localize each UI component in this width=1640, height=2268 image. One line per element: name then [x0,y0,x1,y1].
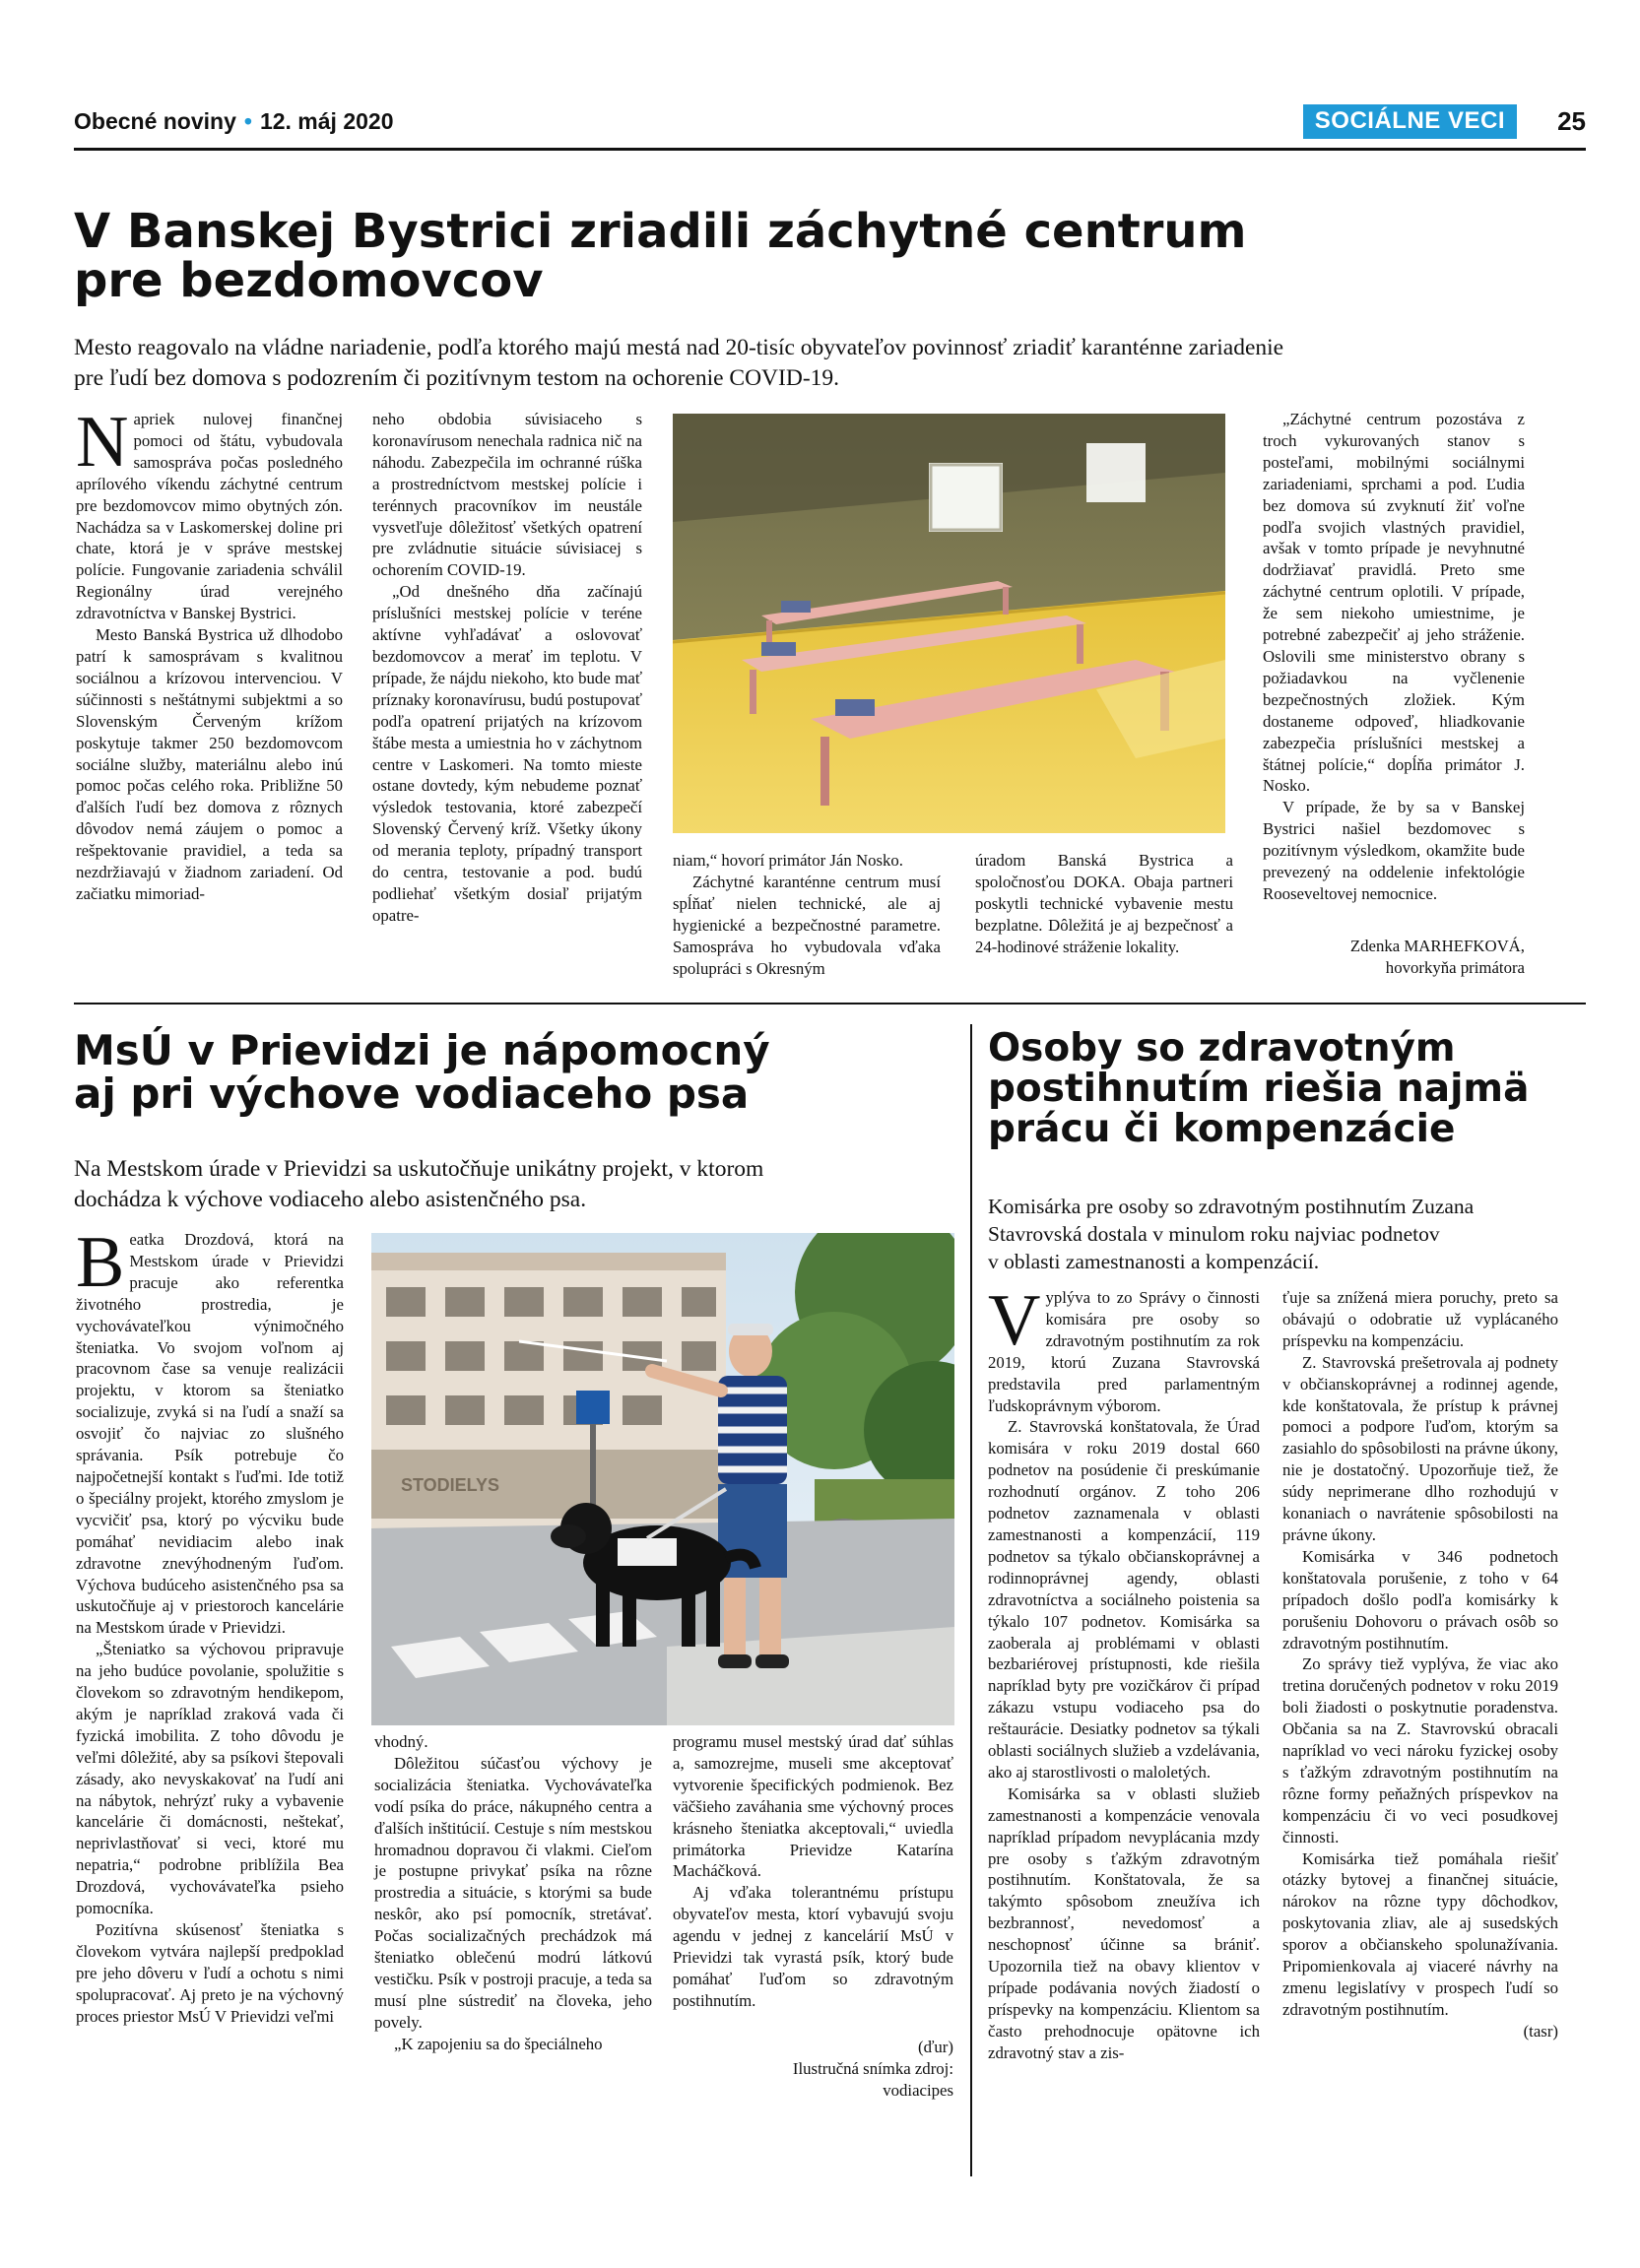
header-rule [74,148,1586,151]
article1-column-3 [673,850,941,979]
article2-lead [74,1154,960,1216]
article1-paragraph: neho obdobia súvisiaceho s koronavírusom nenechala radnica nič na náhodu. Zabezpečila im ochranné rúška a prostredníctvom mestskej polície i terénnych pracovníkov im neustále vysvetľuje dôležitosť všetkých opatrení pre zvládnutie situácie súvisiacej s ochorením COVID-19. [372,410,642,580]
article3-column-2 [1282,1287,1558,2042]
article2-paragraph: „K zapojeniu sa do špeciálneho [394,2034,603,2053]
article2-paragraph: Beatka Drozdová, ktorá na Mestskom úrade v Prievidzi pracuje ako referentka životného prostredia, je vychovávateľkou výnimočného šteniatka. Vo svojom voľnom aj pracovnom čase sa venuje realizácii projektu, v ktorom sa šteniatko socializuje, zvyká si na ľudí a snaží sa osvojiť čo najviac zo slušného správania. Psík potrebuje čo najpočetnejší kontakt s ľuďmi. Ide totiž o špeciálny projekt, ktorého zmyslom je vycvičiť psa, ktorý po výcviku bude pomáhať nevidiacim alebo inak zdravotne znevýhodneným ľuďom. Výchova budúceho asistenčného psa sa uskutočňuje aj v priestoroch kancelárie na Mestskom úrade v Prievidzi. [76,1222,344,1638]
article3-author: (tasr) [1523,2021,1558,2041]
article2-author: (ďur) [917,2038,953,2056]
article3-lead [988,1194,1579,1276]
article2-paragraph: Pozitívna skúsenosť šteniatka s človekom vytvára najlepší predpoklad pre jeho dôveru v ľudí a ochotu s nimi spolupracovať. Aj preto je na výchovný proces priestor MsÚ V Prievidzi veľmi [76,1920,344,2026]
article1-paragraph: Mesto Banská Bystrica už dlhodobo patrí k samosprávam s kvalitnou sociálnou a krízovou intervenciou. V súčinnosti s neštátnymi subjektmi a so Slovenským Červeným krížom poskytuje takmer 250 bezdomovcom sociálne služby, materiálnu alebo inú pomoc počas celého roka. Približne 50 ďalších ľudí bez domova z rôznych dôvodov nemá záujem o pomoc a rešpektovanie pravidiel, a teda sa nezdržiavajú v žiadnom zariadení. Od začiatku mimoriad- [76,625,343,903]
article3-lead-line1: Komisárka pre osoby so zdravotným postihnutím Zuzana [988,1195,1475,1218]
building-sign: STODIELYS [401,1475,500,1495]
article1-headline [74,204,1247,309]
article3-headline-line2: postihnutím riešia najmä [988,1066,1530,1111]
article1-signature [1263,936,1525,979]
article2-headline [74,1026,770,1119]
article1-lead-line1: Mesto reagovalo na vládne nariadenie, podľa ktorého majú mestá nad 20-tisíc obyvateľov povinnosť zriadiť karanténne zariadenie [74,335,1284,360]
article1-headline-line1: V Banskej Bystrici zriadili záchytné centrum [74,204,1247,259]
article1-paragraph: úradom Banská Bystrica a spoločnosťou DOKA. Obaja partneri poskytli technické vybavenie mestu bezplatne. Dôležitá je aj bezpečnosť a 24-hodinové stráženie lokality. [975,851,1233,956]
dropcap: B [76,1222,125,1303]
article1-paragraph: Záchytné karanténne centrum musí spĺňať nielen technické, ale aj hygienické a bezpečnostné parametre. Samospráva ho vybudovala vďaka spolupráci s Okresným [673,872,941,978]
article3-paragraph: Z. Stavrovská prešetrovala aj podnety v občianskoprávnej a rodinnej agende, kde konštatovala, že prístup k právnej pomoci a podpore ľuďom, ktorým sa zasiahlo do spôsobilosti na právne úkony, nie je dostatočný. Upozorňuje tiež, že súdy neprimerane dlho rozhodujú v konaniach o navrátenie spôsobilosti na právne úkony. [1282,1352,1558,1544]
header-separator-dot: • [243,108,252,134]
article3-column-1 [988,1280,1260,2064]
article2-paragraph: Aj vďaka tolerantnému prístupu obyvateľov mesta, ktorí vybavujú svoju agendu v jednej z kancelárií MsÚ v Prievidzi tak vyrastá psík, ktorý bude pomáhať ľuďom so zdravotným postihnutím. [673,1883,953,2010]
article2-photo-guide-dog [371,1233,954,1725]
article1-paragraph: „Záchytné centrum pozostáva z troch vykurovaných stanov s posteľami, mobilnými sociálnymi zariadeniami, sprchami a pod. Ľudia bez domova sú zvyknutí žiť voľne podľa svojich vlastných pravidiel, avšak v tomto prípade je nevyhnutné dodržiavať pravidlá. Preto sme záchytné centrum oplotili. V prípade, že sem niekoho umiestnime, je potrebné zabezpečiť aj jeho stráženie. Oslovili sme ministerstvo obrany s požiadavkou na vyčlenenie bezpečnostných zložiek. Kým dostaneme odpoveď, hliadkovanie zabezpečia príslušníci mestskej a štátnej polície,“ dopĺňa primátor J. Nosko. [1263,410,1525,796]
dropcap: N [76,402,129,483]
article3-paragraph: Z. Stavrovská konštatovala, že Úrad komisára v roku 2019 dostal 660 podnetov na posúdenie či preskúmanie rozhodnutí orgánov. Z toho 206 podnetov zaznamenala v oblasti zamestnanosti a kompenzácií, 119 podnetov sa týkalo občianskoprávnej a rodinnoprávnej agendy, oblasti zdravotníctva a sociálneho poistenia sa týkalo 107 podnetov. Komisárka sa zaoberala aj problémami v oblasti bezbariérovej prístupnosti, kde riešila napríklad byty pre vozičkárov či prípad zákazu vstupu vodiaceho psa do reštaurácie. Desiatky podnetov sa týkali oblasti sociálnych služieb a vzdelávania, ako aj starostlivosti o maloletých. [988,1417,1260,1782]
article2-paragraph: vhodný. [374,1732,428,1751]
issue-date: 12. máj 2020 [259,108,394,134]
section-label: SOCIÁLNE VECI [1303,104,1517,139]
page-number: 25 [1557,106,1586,136]
signature-name: Zdenka MARHEFKOVÁ, [1349,937,1525,955]
article2-lead-line2: dochádza k výchove vodiaceho alebo asistenčného psa. [74,1187,587,1213]
signature-role: hovorkyňa primátora [1385,957,1525,977]
article2-column-2 [374,1731,652,2055]
article1-column-2 [372,409,642,927]
article3-headline [988,1026,1530,1151]
tent-interior-illustration [673,414,1225,833]
article1-column-1 [76,402,343,905]
photo-credit-line2: vodiacipes [883,2080,953,2100]
article2-paragraph: Dôležitou súčasťou výchovy je socializácia šteniatka. Vychovávateľka vodí psíka do práce, nákupného centra a ďalších inštitúcií. Cestuje s ním mestskou hromadnou dopravou či vlakmi. Cieľom je postupne privykať psíka na rôzne prostredia a situácie, s ktorými sa bude neskôr, ako psí pomocník, stretávať. Počas socializačných prechádzok má šteniatko oblečenú modrú látkovú vestičku. Psík v postroji pracuje, a teda sa musí plne sústrediť na človeka, jeho povely. [374,1753,652,2032]
article1-column-4 [975,850,1233,958]
article1-column-5 [1263,409,1525,905]
photo-credit-line1: Ilustručná snímka zdroj: [792,2058,953,2078]
article2-paragraph: „Šteniatko sa výchovou pripravuje na jeho budúce povolanie, spolužitie s človekom so zdravotným hendikepom, akým je napríklad zraková vada či fyzická imobilita. Z toho dôvodu je veľmi dôležité, aby sa psíkovi štepovali zásady, ako nevyskakovať na ľudí ani na nábytok, nehrýzť ruky a vybavenie kancelárie či domácnosti, neštekať, neprivlastňovať si veci, ktoré mu nepatria,“ podrobne priblížila Bea Drozdová, vychovávateľka psieho pomocníka. [76,1640,344,1918]
article1-lead [74,333,1586,395]
article1-lead-line2: pre ľudí bez domova s podozrením či pozitívnym testom na ochorenie COVID-19. [74,365,840,392]
article2-headline-line2: aj pri výchove vodiaceho psa [74,1069,750,1119]
article3-headline-line3: prácu či kompenzácie [988,1106,1456,1151]
dropcap: V [988,1280,1041,1361]
article3-paragraph: Komisárka sa v oblasti služieb zamestnanosti a kompenzácie venovala napríklad prípadom nevyplácania mzdy pre osoby s ťažkým zdravotným postihnutím. Konštatovala, že sa takýmto spôsobom zneužíva ich bezbrannosť, nevedomosť a neschopnosť účinne sa brániť. Upozornila tiež na obavy klientov v prípade podávania nových žiadostí o príspevky na kompenzáciu. Klientom sa často prehodnocuje opätovne ich zdravotný stav a zis- [988,1783,1260,2062]
article2-column-3 [673,1731,953,2012]
guide-dog-street-illustration [371,1233,954,1725]
article2-column-1 [76,1222,344,2028]
article3-paragraph: Zo správy tiež vyplýva, že viac ako tretina doručených podnetov v roku 2019 boli žiadosti o poskytnutie poradenstva. Občania sa na Z. Stavrovskú obracali napríklad vo veci nároku fyzickej osoby s ťažkým zdravotným postihnutím na rôzne formy peňažných príspevkov na kompenzáciu či vo veci posudkovej činnosti. [1282,1654,1558,1847]
masthead [74,108,394,135]
article1-paragraph: niam,“ hovorí primátor Ján Nosko. [673,851,903,870]
article2-credits [673,2037,953,2102]
article3-paragraph: ťuje sa znížená miera poruchy, preto sa obávajú o odobratie už vyplácaného príspevku na kompenzáciu. [1282,1288,1558,1350]
article3-headline-line1: Osoby so zdravotným [988,1026,1456,1070]
publication-name: Obecné noviny [74,108,236,134]
article1-paragraph: „Od dnešného dňa začínajú príslušníci mestskej polície v teréne aktívne vyhľadávať a oslovovať bezdomovcov a merať im teplotu. V prípade, že nájdu niekoho, kto bude mať príznaky koronavírusu, budú postupovať podľa opatrení prijatých na krízovom štábe mesta a umiestnia ho v záchytnom centre v Laskomeri. Na tomto mieste ostane dovtedy, kým nebudeme poznať výsledok testovania, ktoré zabezpečí Slovenský Červený kríž. Všetky úkony od merania teploty, prípadný transport do centra, testovanie a pod. budú podliehať všetkým dosiaľ prijatým opatre- [372,582,642,925]
article1-headline-line2: pre bezdomovcov [74,253,544,309]
article2-paragraph: programu musel mestský úrad dať súhlas a, samozrejme, museli sme akceptovať vytvorenie špecifických podmienok. Bez väčšieho zaváhania sme výchovný proces krásneho šteniatka akceptovali,“ uviedla primátorka Prievidze Katarína Macháčková. [673,1732,953,1881]
article1-paragraph: V prípade, že by sa v Banskej Bystrici našiel bezdomovec s pozitívnym výsledkom, okamžite bude prevezený na oddelenie infektológie Rooseveltovej nemocnice. [1263,798,1525,903]
article3-paragraph: Vyplýva to zo Správy o činnosti komisára pre osoby so zdravotným postihnutím za rok 2019, ktorú Zuzana Stavrovská predstavila pred parlamentným ľudskoprávnym výborom. [988,1280,1260,1415]
column-divider [970,1024,972,2176]
article3-lead-line3: v oblasti zamestnanosti a kompenzácií. [988,1249,1320,1273]
article1-photo-tent [673,414,1225,833]
article3-lead-line2: Stavrovská dostala v minulom roku najviac podnetov [988,1221,1440,1246]
article2-lead-line1: Na Mestskom úrade v Prievidzi sa uskutočňuje unikátny projekt, v ktorom [74,1156,764,1182]
page-header [74,104,1586,144]
article2-headline-line1: MsÚ v Prievidzi je nápomocný [74,1026,770,1074]
article3-paragraph: Komisárka v 346 podnetoch konštatovala porušenie, z toho v 64 prípadoch došlo podľa komisárky k porušeniu Dohovoru o právach osôb so zdravotným postihnutím. [1282,1546,1558,1652]
article-separator [74,1003,1586,1004]
article1-paragraph: Napriek nulovej finančnej pomoci od štátu, vybudovala samospráva počas posledného aprílového víkendu záchytné centrum pre bezdomovcov mimo obytných zón. Nachádza sa v Laskomerskej doline pri chate, ktorá je v správe mestskej polície. Fungovanie zariadenia schválil Regionálny úrad verejného zdravotníctva v Banskej Bystrici. [76,402,343,623]
article3-paragraph: Komisárka tiež pomáhala riešiť otázky bytovej a finančnej situácie, nárokov na rôzne typy dôchodkov, poskytovania zliav, ale aj susedských sporov a občianskeho spolunažívania. Pripomienkovala aj viaceré návrhy na zmenu legislatívy v prospech ľudí so zdravotným postihnutím. [1282,1848,1558,2019]
